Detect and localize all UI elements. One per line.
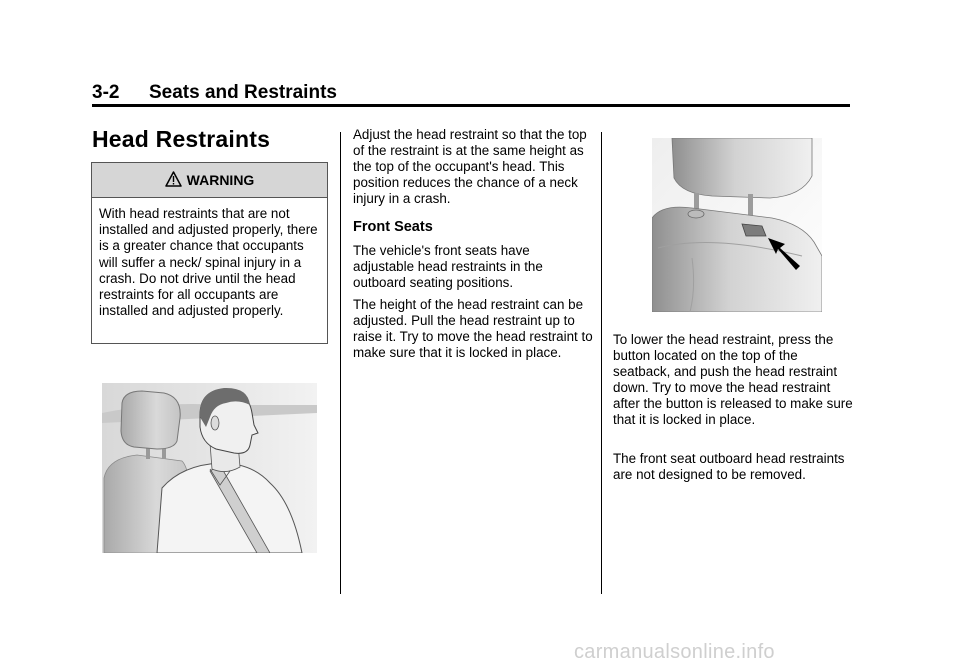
header-rule bbox=[92, 104, 850, 107]
warning-box bbox=[91, 162, 328, 344]
running-header bbox=[92, 82, 850, 106]
warning-header bbox=[92, 163, 327, 198]
page-heading: Head Restraints bbox=[92, 126, 271, 152]
front-seats-paragraph-1: The vehicle's front seats have adjustable head restraints in the outboard seating positions. bbox=[353, 243, 543, 290]
section-number: 3-2 bbox=[92, 82, 120, 103]
lower-restraint-paragraph: To lower the head restraint, press the button located on the top of the seatback, and push the head restraint down. Try to move the head restraint after the button is released to make sure that it is locked in place. bbox=[613, 332, 853, 427]
section-title: Seats and Restraints bbox=[149, 82, 337, 103]
column-divider-1 bbox=[340, 132, 341, 594]
front-seats-paragraph-2: The height of the head restraint can be adjusted. Pull the head restraint up to raise it. Try to move the head restraint to make sure that it is locked in place. bbox=[353, 297, 593, 360]
intro-paragraph: Adjust the head restraint so that the top of the restraint is at the same height as the top of the occupant's head. This position reduces the chance of a neck injury in a crash. bbox=[353, 127, 587, 206]
front-seats-heading: Front Seats bbox=[353, 219, 433, 235]
column-divider-2 bbox=[601, 132, 602, 594]
warning-text: With head restraints that are not installed and adjusted properly, there is a greater chance that occupants will suffer a neck/ spinal injury in a crash. Do not drive until the head restraints for all occupants are installed and adjusted properly. bbox=[99, 206, 318, 319]
head-restraint-button-illustration bbox=[652, 138, 822, 317]
warning-icon bbox=[165, 171, 182, 190]
warning-label: WARNING bbox=[186, 172, 255, 188]
removal-note-paragraph: The front seat outboard head restraints are not designed to be removed. bbox=[613, 451, 845, 482]
occupant-head-restraint-illustration bbox=[102, 383, 317, 558]
watermark: carmanualsonline.info bbox=[574, 641, 775, 663]
